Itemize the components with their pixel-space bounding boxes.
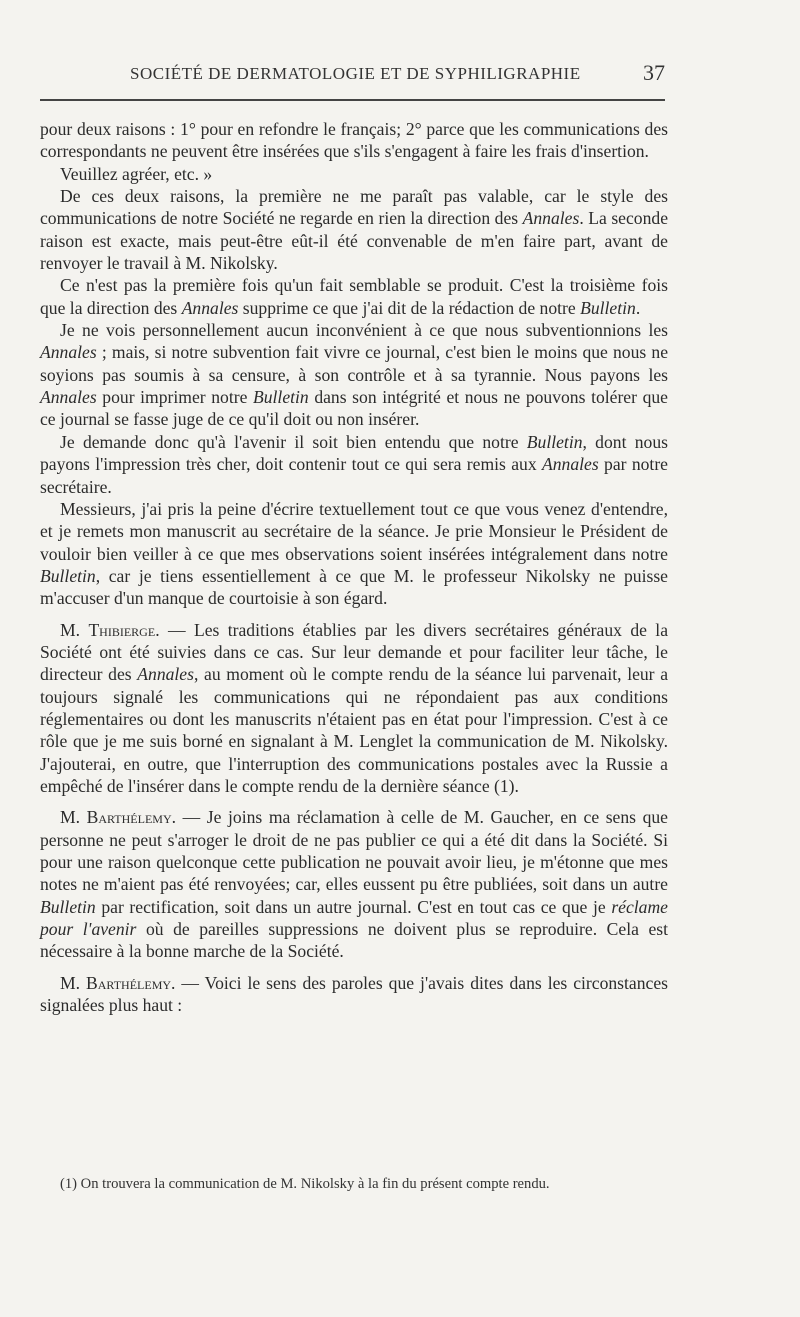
footnote: (1) On trouvera la communication de M. Nikolsky à la fin du présent compte rendu.: [60, 1176, 550, 1192]
paragraph-4: Ce n'est pas la première fois qu'un fait semblable se produit. C'est la troisième fois que la direction des Annales supprime ce que j'ai dit de la rédaction de notre Bulletin.: [40, 275, 668, 318]
body-text: [40, 118, 668, 1016]
page-number: 37: [643, 60, 665, 85]
paragraph-6: Je demande donc qu'à l'avenir il soit bien entendu que notre Bulletin, dont nous payons l'impression très cher, doit contenir tout ce qui sera remis aux Annales par notre secrétaire.: [40, 431, 668, 497]
paragraph-barthelemy-2: M. Barthélemy. — Voici le sens des paroles que j'avais dites dans les circonstances signalées plus haut :: [40, 972, 668, 1016]
page-header: [40, 60, 665, 90]
paragraph-thibierge: M. Thibierge. — Les traditions établies par les divers secrétaires généraux de la Société ont été suivies dans ce cas. Sur leur demande et pour faciliter leur tâche, le directeur des Annales, au moment où le compte rendu de la séance lui parvenait, leur a toujours signalé les communications qui ne répondaient pas aux conditions réglementaires ou dont les manuscrits n'étaient pas en état pour l'impression. C'est à ce rôle que je me suis borné en signalant à M. Lenglet la communication de M. Nikolsky. J'ajouterai, en outre, que l'interruption des communications postales avec la Russie a empêché de l'insérer dans le compte rendu de la dernière séance (1).: [40, 619, 669, 796]
paragraph-7: Messieurs, j'ai pris la peine d'écrire textuellement tout ce que vous venez d'entendre, et je remets mon manuscrit au secrétaire de la séance. Je prie Monsieur le Président de vouloir bien veiller à ce que mes observations soient insérées intégralement dans notre Bulletin, car je tiens essentiellement à ce que M. le professeur Nikolsky ne puisse m'accuser d'un manque de courtoisie à son égard.: [40, 498, 668, 609]
paragraph-3: De ces deux raisons, la première ne me paraît pas valable, car le style des communications de notre Société ne regarde en rien la direction des Annales. La seconde raison est exacte, mais peut-être eût-il été convenable de m'en faire part, avant de renvoyer le travail à M. Nikolsky.: [40, 186, 669, 274]
speaker-name: Barthélemy: [86, 807, 172, 828]
paragraph-5: Je ne vois personnellement aucun inconvénient à ce que nous subventionnions les Annales ; mais, si notre subvention fait vivre ce journal, c'est bien le moins que nous ne soyions pas soumis à sa censure, à son contrôle et à sa tyrannie. Nous payons les Annales pour imprimer notre Bulletin dans son intégrité et nous ne pouvons tolérer que ce journal se fasse juge de ce qu'il doit ou non insérer.: [40, 320, 668, 430]
header-rule: [40, 99, 665, 101]
speaker-name: Thibierge: [88, 619, 156, 640]
speaker-name: Barthélemy: [86, 972, 172, 993]
paragraph-2: Veuillez agréer, etc. »: [60, 163, 213, 184]
paragraph-1: pour deux raisons : 1° pour en refondre le français; 2° parce que les communications des correspondants ne peuvent être insérées que s'ils s'engagent à faire les frais d'insertion.: [40, 119, 668, 162]
running-title: SOCIÉTÉ DE DERMATOLOGIE ET DE SYPHILIGRAPHIE: [130, 64, 581, 83]
paragraph-barthelemy-1: M. Barthélemy. — Je joins ma réclamation à celle de M. Gaucher, en ce sens que personne ne peut s'arroger le droit de ne pas publier ce qui a été dit dans la Société. Si pour une raison quelconque cette publication ne pouvait avoir lieu, je m'étonne que mes notes ne m'aient pas été renvoyées; car, elles eussent pu être publiées, soit dans un autre Bulletin par rectification, soit dans un autre journal. C'est en tout cas ce que je réclame pour l'avenir où de pareilles suppressions ne doivent plus se reproduire. Cela est nécessaire à la bonne marche de la Société.: [40, 807, 669, 962]
